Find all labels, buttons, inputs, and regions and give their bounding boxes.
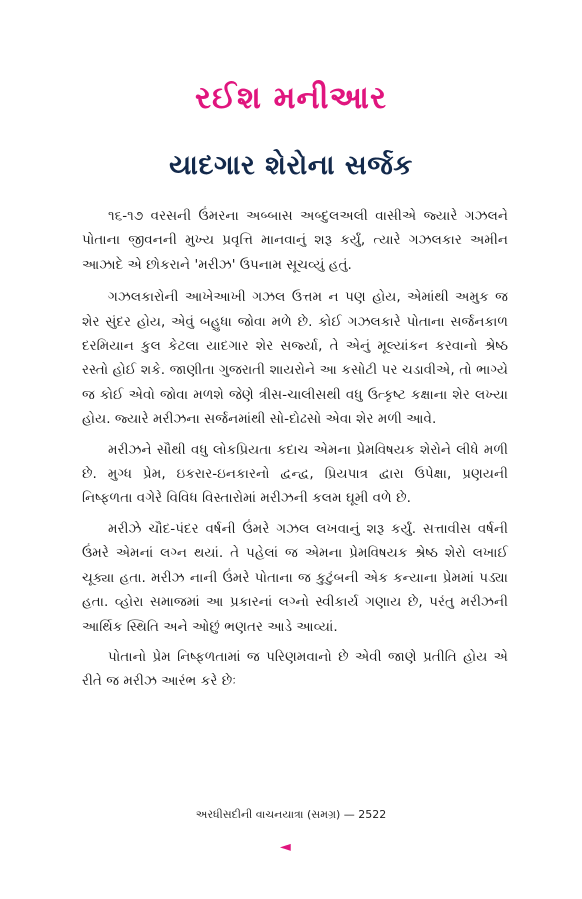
author-name: રઈશ મનીઆર bbox=[195, 80, 387, 116]
page-footer: અરધીસદીની વાચનયાત્રા (સમગ્ર) — 2522 bbox=[195, 808, 387, 821]
paragraph-1: ૧૬-૧૭ વરસની ઉંમરના અબ્બાસ અબ્દુલઅલી વાસીએ જ્યારે ગઝલને પોતાના જીવનની મુખ્ય પ્રવૃત્તિ માનવાનું શરૂ કર્યું, ત્યારે ગઝલકાર અમીન આઝાદે એ છોકરાને 'મરીઝ' ઉપનામ સૂચવ્યું હતું. bbox=[82, 208, 508, 273]
article-body bbox=[82, 204, 508, 700]
previous-page-arrow-icon[interactable]: ◄ bbox=[280, 839, 291, 855]
paragraph-4: મરીઝે ચૌદ-પંદર વર્ષની ઉંમરે ગઝલ લખવાનું શરૂ કર્યું. સત્તાવીસ વર્ષની ઉંમરે એમનાં લગ્ન થયાં. તે પહેલાં જ એમના પ્રેમવિષયક શ્રેષ્ઠ શેરો લખાઈ ચૂક્યા હતા. મરીઝ નાની ઉંમરે પોતાના જ કુટુંબની એક કન્યાના પ્રેમમાં પડ્યા હતા. વ્હોરા સમાજમાં આ પ્રકારનાં લગ્નો સ્વીકાર્ય ગણાય છે, પરંતુ મરીઝની આર્થિક સ્થિતિ અને ઓછું ભણતર આડે આવ્યાં. bbox=[82, 520, 508, 635]
paragraph-3: મરીઝને સૌથી વધુ લોકપ્રિયતા કદાચ એમના પ્રેમવિષયક શેરોને લીધે મળી છે. મુગ્ધ પ્રેમ, ઇકરાર-ઇનકારનો દ્વન્દ્વ, પ્રિયપાત્ર દ્વારા ઉપેક્ષા, પ્રણયની નિષ્ફળતા વગેરે વિવિધ વિસ્તારોમાં મરીઝની કલમ ઘૂમી વળે છે. bbox=[82, 441, 508, 507]
paragraph-2: ગઝલકારોની આખેઆખી ગઝલ ઉત્તમ ન પણ હોય, એમાંથી અમુક જ શેર સુંદર હોય, એવું બહુધા જોવા મળે છે. કોઈ ગઝલકારે પોતાના સર્જનકાળ દરમિયાન કુલ કેટલા યાદગાર શેર સર્જ્યા, તે એનું મૂલ્યાંકન કરવાનો શ્રેષ્ઠ રસ્તો હોઈ શકે. જાણીતા ગુજરાતી શાયરોને આ કસોટી પર ચડાવીએ, તો ભાગ્યે જ કોઈ એવો જોવા મળશે જેણે ત્રીસ-ચાલીસથી વધુ ઉત્કૃષ્ટ કક્ષાના શેર લખ્યા હોય. જ્યારે મરીઝના સર્જનમાંથી સો-દોઢસો એવા શેર મળી આવે. bbox=[82, 289, 508, 428]
article-title: યાદગાર શેરોના સર્જક bbox=[169, 150, 413, 181]
paragraph-5: પોતાનો પ્રેમ નિષ્ફળતામાં જ પરિણમવાનો છે એવી જાણે પ્રતીતિ હોય એ રીતે જ મરીઝ આરંભ કરે છેઃ bbox=[82, 648, 508, 690]
